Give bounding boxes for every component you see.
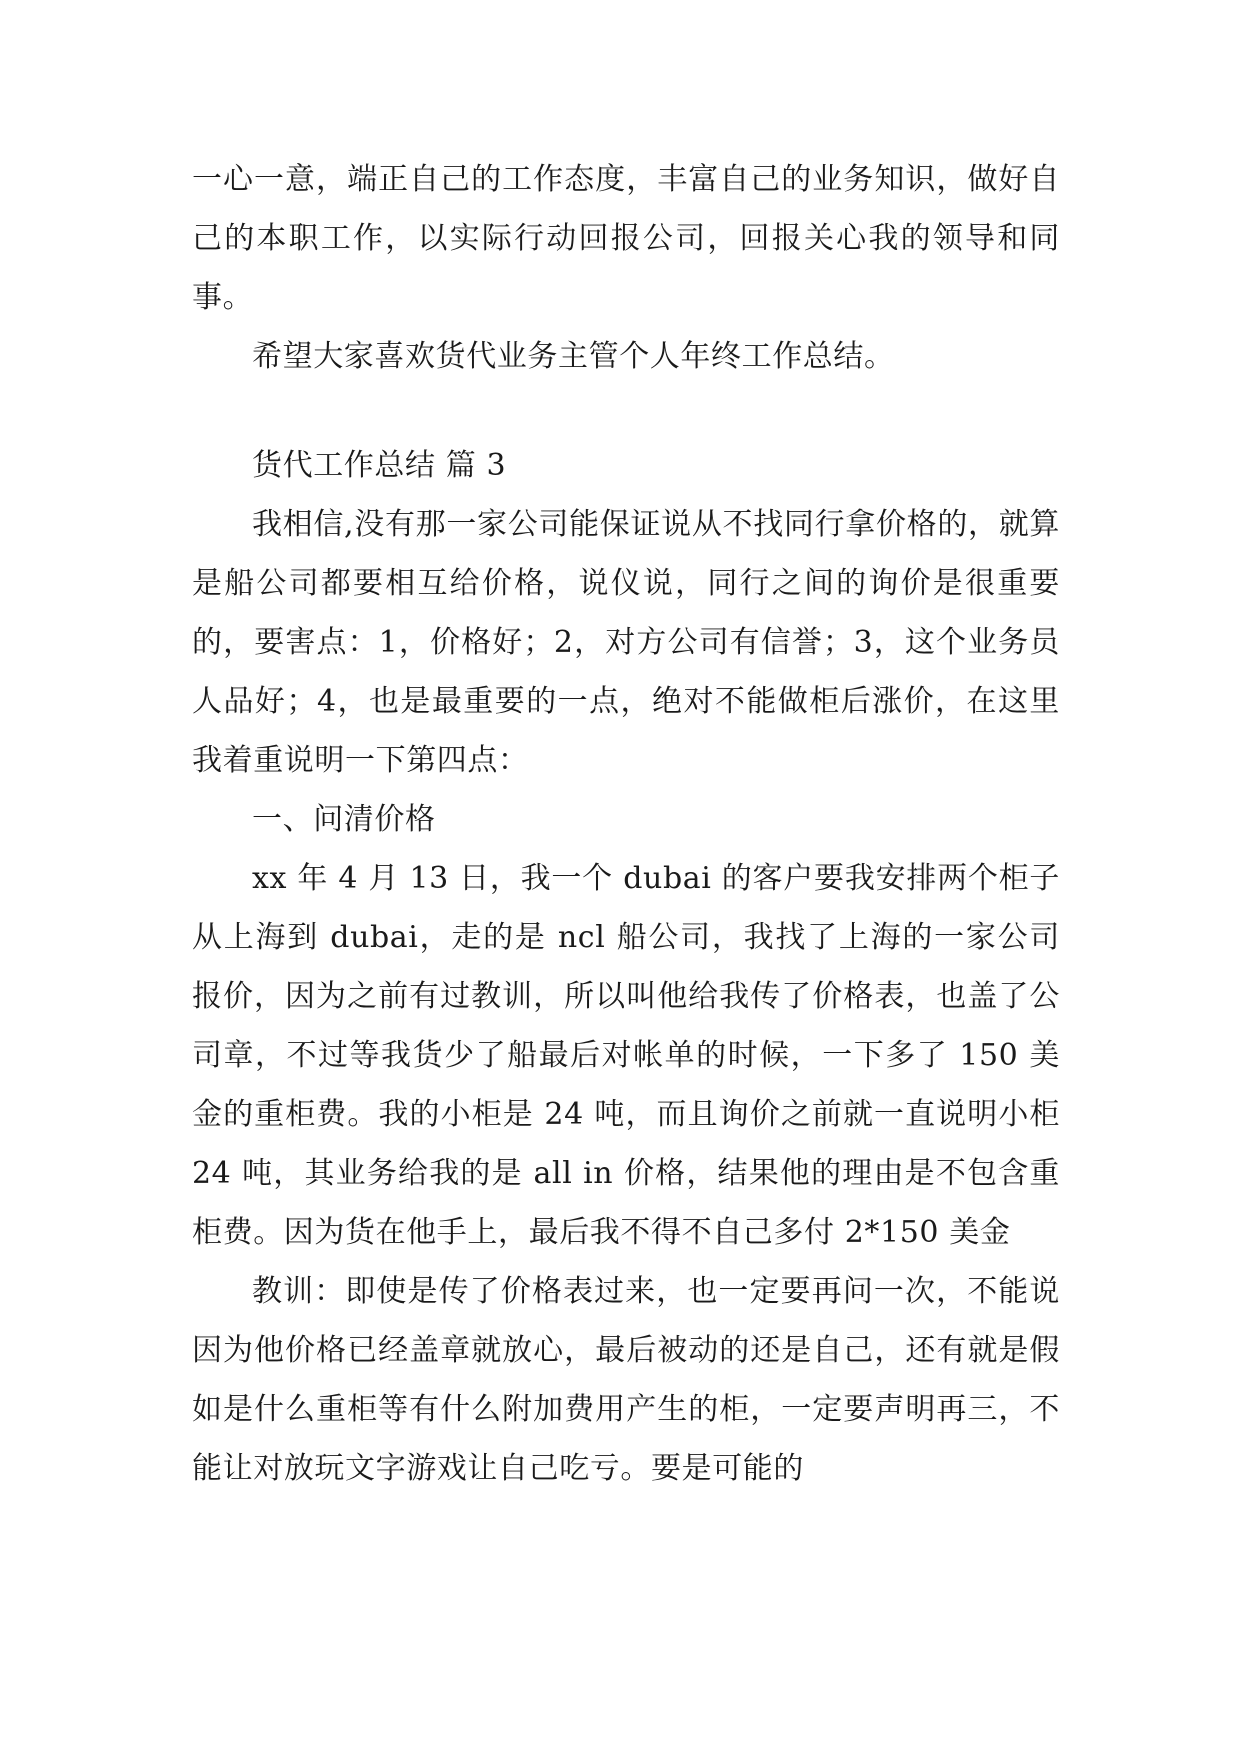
paragraph-intro: 我相信,没有那一家公司能保证说从不找同行拿价格的，就算是船公司都要相互给价格，说仪说，同行之间的询价是很重要的，要害点：1，价格好；2，对方公司有信誉；3，这个业务员人品好；4，也是最重要的一点，绝对不能做柜后涨价，在这里我着重说明一下第四点： (192, 507, 1060, 778)
subheading-ask-price: 一、问清价格 (252, 802, 436, 837)
paragraph-case: xx 年 4 月 13 日，我一个 dubai 的客户要我安排两个柜子从上海到 dubai，走的是 ncl 船公司，我找了上海的一家公司报价，因为之前有过教训，所以叫他给我传了价格表，也盖了公司章，不过等我货少了船最后对帐单的时候，一下多了 150 美金的重柜费。我的小柜是 24 吨，而且询价之前就一直说明小柜 24 吨，其业务给我的是 all in 价格，结果他的理由是不包含重柜费。因为货在他手上，最后我不得不自己多付 2*150 美金 (192, 861, 1060, 1250)
paragraph-lesson: 教训：即使是传了价格表过来，也一定要再问一次，不能说因为他价格已经盖章就放心，最后被动的还是自己，还有就是假如是什么重柜等有什么附加费用产生的柜，一定要声明再三，不能让对放玩文字游戏让自己吃亏。要是可能的 (192, 1274, 1060, 1486)
section-heading: 货代工作总结 篇 3 (252, 448, 507, 483)
paragraph-wish: 希望大家喜欢货代业务主管个人年终工作总结。 (252, 339, 895, 374)
document-body (192, 150, 1060, 1498)
section-gap (192, 386, 1060, 436)
paragraph-closing-remarks: 一心一意，端正自己的工作态度，丰富自己的业务知识，做好自己的本职工作，以实际行动回报公司，回报关心我的领导和同事。 (192, 162, 1060, 315)
